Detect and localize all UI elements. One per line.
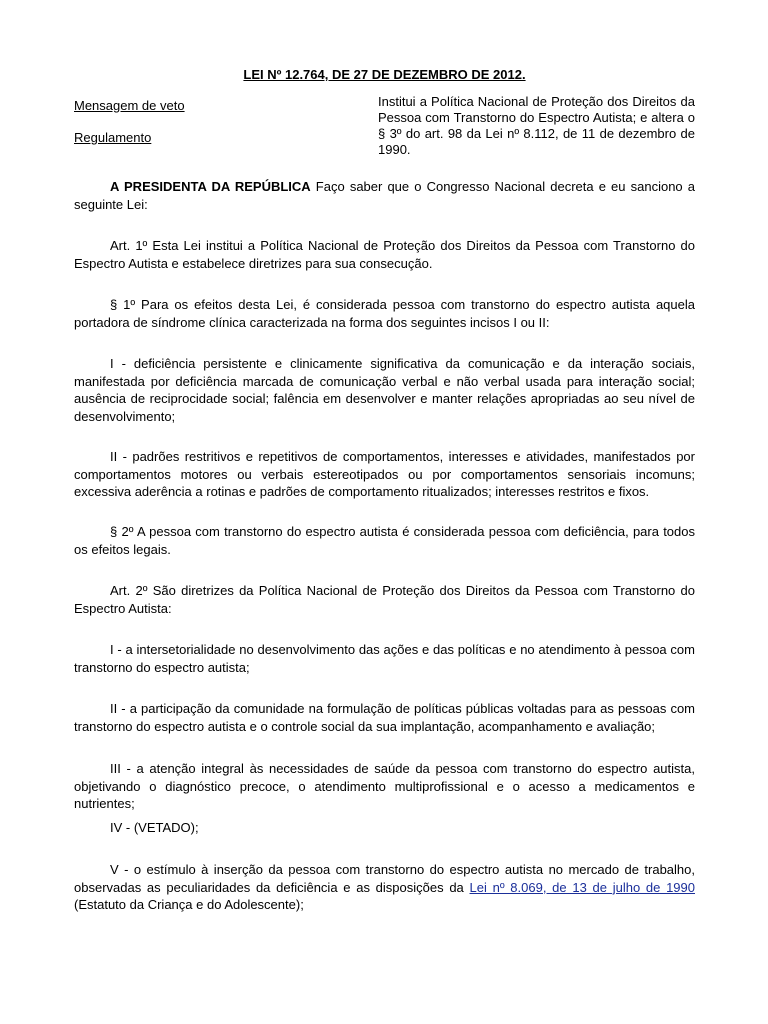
article-2-item-iii [74, 760, 695, 813]
article-2-item-iv-text: IV - (VETADO); [110, 820, 199, 835]
law-title: LEI Nº 12.764, DE 27 DE DEZEMBRO DE 2012. [243, 67, 526, 82]
article-1-paragraph-2-text: § 2º A pessoa com transtorno do espectro autista é considerada pessoa com deficiência, para todos os efeitos legais. [74, 524, 695, 557]
article-2-item-v [74, 861, 695, 914]
law-8069-link[interactable]: Lei nº 8.069, de 13 de julho de 1990 [469, 879, 695, 895]
article-2-text: Art. 2º São diretrizes da Política Nacional de Proteção dos Direitos da Pessoa com Transtorno do Espectro Autista: [74, 583, 695, 616]
preamble-authority: A PRESIDENTA DA REPÚBLICA [110, 179, 311, 194]
article-2-item-iv [74, 819, 695, 837]
article-2-item-ii [74, 700, 695, 735]
article-2-item-iii-text: III - a atenção integral às necessidades de saúde da pessoa com transtorno do espectro autista, objetivando o diagnóstico precoce, o atendimento multiprofissional e o acesso a medicamentos e nutrientes; [74, 761, 695, 811]
article-2-item-i [74, 641, 695, 676]
article-1-item-i [74, 355, 695, 425]
article-1-item-i-text: I - deficiência persistente e clinicamente significativa da comunicação e da interação sociais, manifestada por deficiência marcada de comunicação verbal e não verbal usada para interação social; ausência de reciprocidade social; falência em desenvolver e manter relações apropriadas ao seu nível de desenvolvimento; [74, 356, 695, 424]
article-1-text: Art. 1º Esta Lei institui a Política Nacional de Proteção dos Direitos da Pessoa com Transtorno do Espectro Autista e estabelece diretrizes para sua consecução. [74, 238, 695, 271]
preamble-text: Faço saber que o Congresso Nacional decreta e eu sanciono a seguinte Lei: [74, 179, 695, 212]
article-1-paragraph-1 [74, 296, 695, 331]
article-1-item-ii-text: II - padrões restritivos e repetitivos de comportamentos, interesses e atividades, manifestados por comportamentos motores ou verbais estereotipados ou por comportamentos sensoriais incomuns; excessiva aderência a rotinas e padrões de comportamento ritualizados; interesses restritos e fixos. [74, 449, 695, 499]
preamble [74, 178, 695, 213]
article-2-item-ii-text: II - a participação da comunidade na formulação de políticas públicas voltadas para as pessoas com transtorno do espectro autista e o controle social da sua implantação, acompanhamento e avaliação; [74, 701, 695, 734]
article-2-item-v-text: V - o estímulo à inserção da pessoa com transtorno do espectro autista no mercado de trabalho, observadas as peculiaridades da deficiência e as disposições da [74, 862, 695, 895]
article-1-paragraph-2 [74, 523, 695, 558]
veto-message-link[interactable]: Mensagem de veto [74, 98, 185, 113]
article-2 [74, 582, 695, 617]
article-2-item-i-text: I - a intersetorialidade no desenvolvimento das ações e das políticas e no atendimento à pessoa com transtorno do espectro autista; [74, 642, 695, 675]
article-1-item-ii [74, 448, 695, 501]
law-summary: Institui a Política Nacional de Proteção dos Direitos da Pessoa com Transtorno do Espectro Autista; e altera o § 3º do art. 98 da Lei nº 8.112, de 11 de dezembro de 1990. [378, 94, 695, 157]
article-1 [74, 237, 695, 272]
article-2-item-v-end: (Estatuto da Criança e do Adolescente); [74, 897, 304, 912]
regulation-link[interactable]: Regulamento [74, 130, 152, 145]
article-1-paragraph-1-text: § 1º Para os efeitos desta Lei, é considerada pessoa com transtorno do espectro autista aquela portadora de síndrome clínica caracterizada na forma dos seguintes incisos I ou II: [74, 297, 695, 330]
